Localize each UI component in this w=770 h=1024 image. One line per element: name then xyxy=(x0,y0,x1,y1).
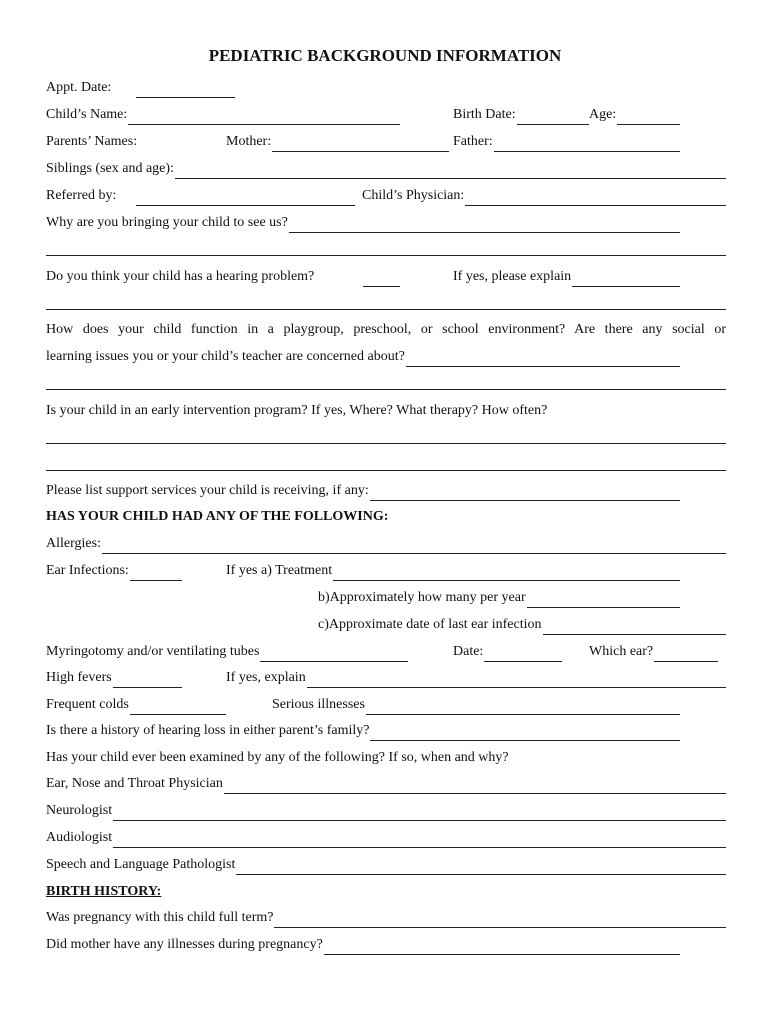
mother-illness-row xyxy=(46,935,726,955)
early-intervention-line-2 xyxy=(46,455,726,475)
treatment-field[interactable] xyxy=(333,565,680,581)
hearing-problem-row xyxy=(46,267,726,287)
birth-date-label: Birth Date: xyxy=(453,107,516,122)
serious-illnesses-label: Serious illnesses xyxy=(272,697,365,712)
hearing-explain-field-2[interactable] xyxy=(46,294,726,310)
last-infection-label: c)Approximate date of last ear infection xyxy=(318,617,542,632)
fevers-explain-field[interactable] xyxy=(307,672,726,688)
early-intervention-field-2[interactable] xyxy=(46,455,726,471)
which-ear-field[interactable] xyxy=(654,646,718,662)
frequent-colds-row xyxy=(46,695,726,715)
allergies-label: Allergies: xyxy=(46,536,101,551)
frequent-colds-label: Frequent colds xyxy=(46,697,129,712)
high-fevers-row xyxy=(46,668,726,688)
why-bringing-row xyxy=(46,213,726,233)
early-intervention-field-1[interactable] xyxy=(46,428,726,444)
childs-name-label: Child’s Name: xyxy=(46,107,128,122)
full-term-row xyxy=(46,908,726,928)
siblings-label: Siblings (sex and age): xyxy=(46,161,174,176)
which-ear-label: Which ear? xyxy=(589,644,654,659)
early-intervention-row xyxy=(46,401,726,421)
frequent-colds-field[interactable] xyxy=(130,699,226,715)
allergies-field[interactable] xyxy=(102,538,726,554)
audiologist-row xyxy=(46,828,726,848)
following-section-row xyxy=(46,507,726,527)
support-services-row xyxy=(46,481,726,501)
childs-physician-field[interactable] xyxy=(465,190,726,206)
per-year-field[interactable] xyxy=(527,592,680,608)
father-label: Father: xyxy=(453,134,493,149)
referred-row xyxy=(46,186,726,206)
slp-row xyxy=(46,855,726,875)
why-bringing-field[interactable] xyxy=(289,217,680,233)
childs-name-row xyxy=(46,105,726,125)
referred-by-field[interactable] xyxy=(136,190,355,206)
function-question-text-2: learning issues you or your child’s teacher are concerned about? xyxy=(46,349,405,364)
early-intervention-line-1 xyxy=(46,428,726,448)
neurologist-field[interactable] xyxy=(113,805,726,821)
hearing-explain-label: If yes, please explain xyxy=(453,269,572,284)
family-history-label: Is there a history of hearing loss in either parent’s family? xyxy=(46,723,370,738)
following-section-heading: HAS YOUR CHILD HAD ANY OF THE FOLLOWING: xyxy=(46,509,389,524)
why-bringing-label: Why are you bringing your child to see us? xyxy=(46,215,288,230)
parents-names-label: Parents’ Names: xyxy=(46,134,138,149)
myringotomy-date-field[interactable] xyxy=(484,646,562,662)
hearing-line-2 xyxy=(46,294,726,314)
last-infection-field[interactable] xyxy=(543,619,726,635)
childs-physician-label: Child’s Physician: xyxy=(362,188,465,203)
function-question-text: How does your child function in a playgroup, preschool, or school environment? Are there any social or xyxy=(46,322,726,337)
audiologist-field[interactable] xyxy=(113,832,726,848)
age-field[interactable] xyxy=(617,109,680,125)
serious-illnesses-field[interactable] xyxy=(366,699,680,715)
mother-illness-field[interactable] xyxy=(324,939,680,955)
age-label: Age: xyxy=(589,107,617,122)
hearing-problem-field[interactable] xyxy=(363,271,400,287)
mother-illness-label: Did mother have any illnesses during pregnancy? xyxy=(46,937,323,952)
treatment-label: If yes a) Treatment xyxy=(226,563,333,578)
ent-label: Ear, Nose and Throat Physician xyxy=(46,776,223,791)
full-term-label: Was pregnancy with this child full term? xyxy=(46,910,274,925)
neurologist-label: Neurologist xyxy=(46,803,113,818)
last-infection-row xyxy=(46,615,726,635)
function-question-field-2[interactable] xyxy=(46,374,726,390)
ent-row xyxy=(46,774,726,794)
hearing-problem-label: Do you think your child has a hearing problem? xyxy=(46,269,315,284)
appt-date-row xyxy=(46,78,726,98)
slp-field[interactable] xyxy=(236,859,726,875)
function-question-row-2 xyxy=(46,347,726,367)
per-year-label: b)Approximately how many per year xyxy=(318,590,526,605)
fevers-explain-label: If yes, explain xyxy=(226,670,306,685)
father-field[interactable] xyxy=(494,136,680,152)
parents-names-row xyxy=(46,132,726,152)
hearing-explain-field[interactable] xyxy=(572,271,680,287)
ear-infections-row xyxy=(46,561,726,581)
mother-label: Mother: xyxy=(226,134,272,149)
function-line-3 xyxy=(46,374,726,394)
referred-by-label: Referred by: xyxy=(46,188,117,203)
ear-infections-field[interactable] xyxy=(130,565,182,581)
examined-by-row xyxy=(46,748,726,768)
neurologist-row xyxy=(46,801,726,821)
myringotomy-field[interactable] xyxy=(260,646,408,662)
siblings-field[interactable] xyxy=(175,163,726,179)
why-bringing-line-2 xyxy=(46,240,726,260)
audiologist-label: Audiologist xyxy=(46,830,113,845)
function-question-field[interactable] xyxy=(406,351,680,367)
allergies-row xyxy=(46,534,726,554)
early-intervention-label: Is your child in an early intervention program? If yes, Where? What therapy? How often? xyxy=(46,403,548,418)
birth-date-field[interactable] xyxy=(517,109,589,125)
appt-date-field[interactable] xyxy=(136,82,235,98)
myringotomy-label: Myringotomy and/or ventilating tubes xyxy=(46,644,260,659)
family-history-row xyxy=(46,721,726,741)
per-year-row xyxy=(46,588,726,608)
examined-by-label: Has your child ever been examined by any of the following? If so, when and why? xyxy=(46,750,509,765)
myringotomy-row xyxy=(46,642,726,662)
childs-name-field[interactable] xyxy=(128,109,400,125)
high-fevers-field[interactable] xyxy=(113,672,182,688)
ear-infections-label: Ear Infections: xyxy=(46,563,129,578)
support-services-field[interactable] xyxy=(370,485,680,501)
why-bringing-field-2[interactable] xyxy=(46,240,726,256)
support-services-label: Please list support services your child is receiving, if any: xyxy=(46,483,369,498)
high-fevers-label: High fevers xyxy=(46,670,112,685)
myringotomy-date-label: Date: xyxy=(453,644,484,659)
mother-field[interactable] xyxy=(272,136,449,152)
birth-history-row xyxy=(46,882,726,902)
full-term-field[interactable] xyxy=(274,912,726,928)
page-title: PEDIATRIC BACKGROUND INFORMATION xyxy=(208,46,562,65)
ent-field[interactable] xyxy=(224,778,726,794)
siblings-row xyxy=(46,159,726,179)
appt-date-label: Appt. Date: xyxy=(46,80,112,95)
family-history-field[interactable] xyxy=(370,725,680,741)
slp-label: Speech and Language Pathologist xyxy=(46,857,236,872)
birth-history-heading: BIRTH HISTORY: xyxy=(46,884,162,899)
function-question-row xyxy=(46,320,726,340)
